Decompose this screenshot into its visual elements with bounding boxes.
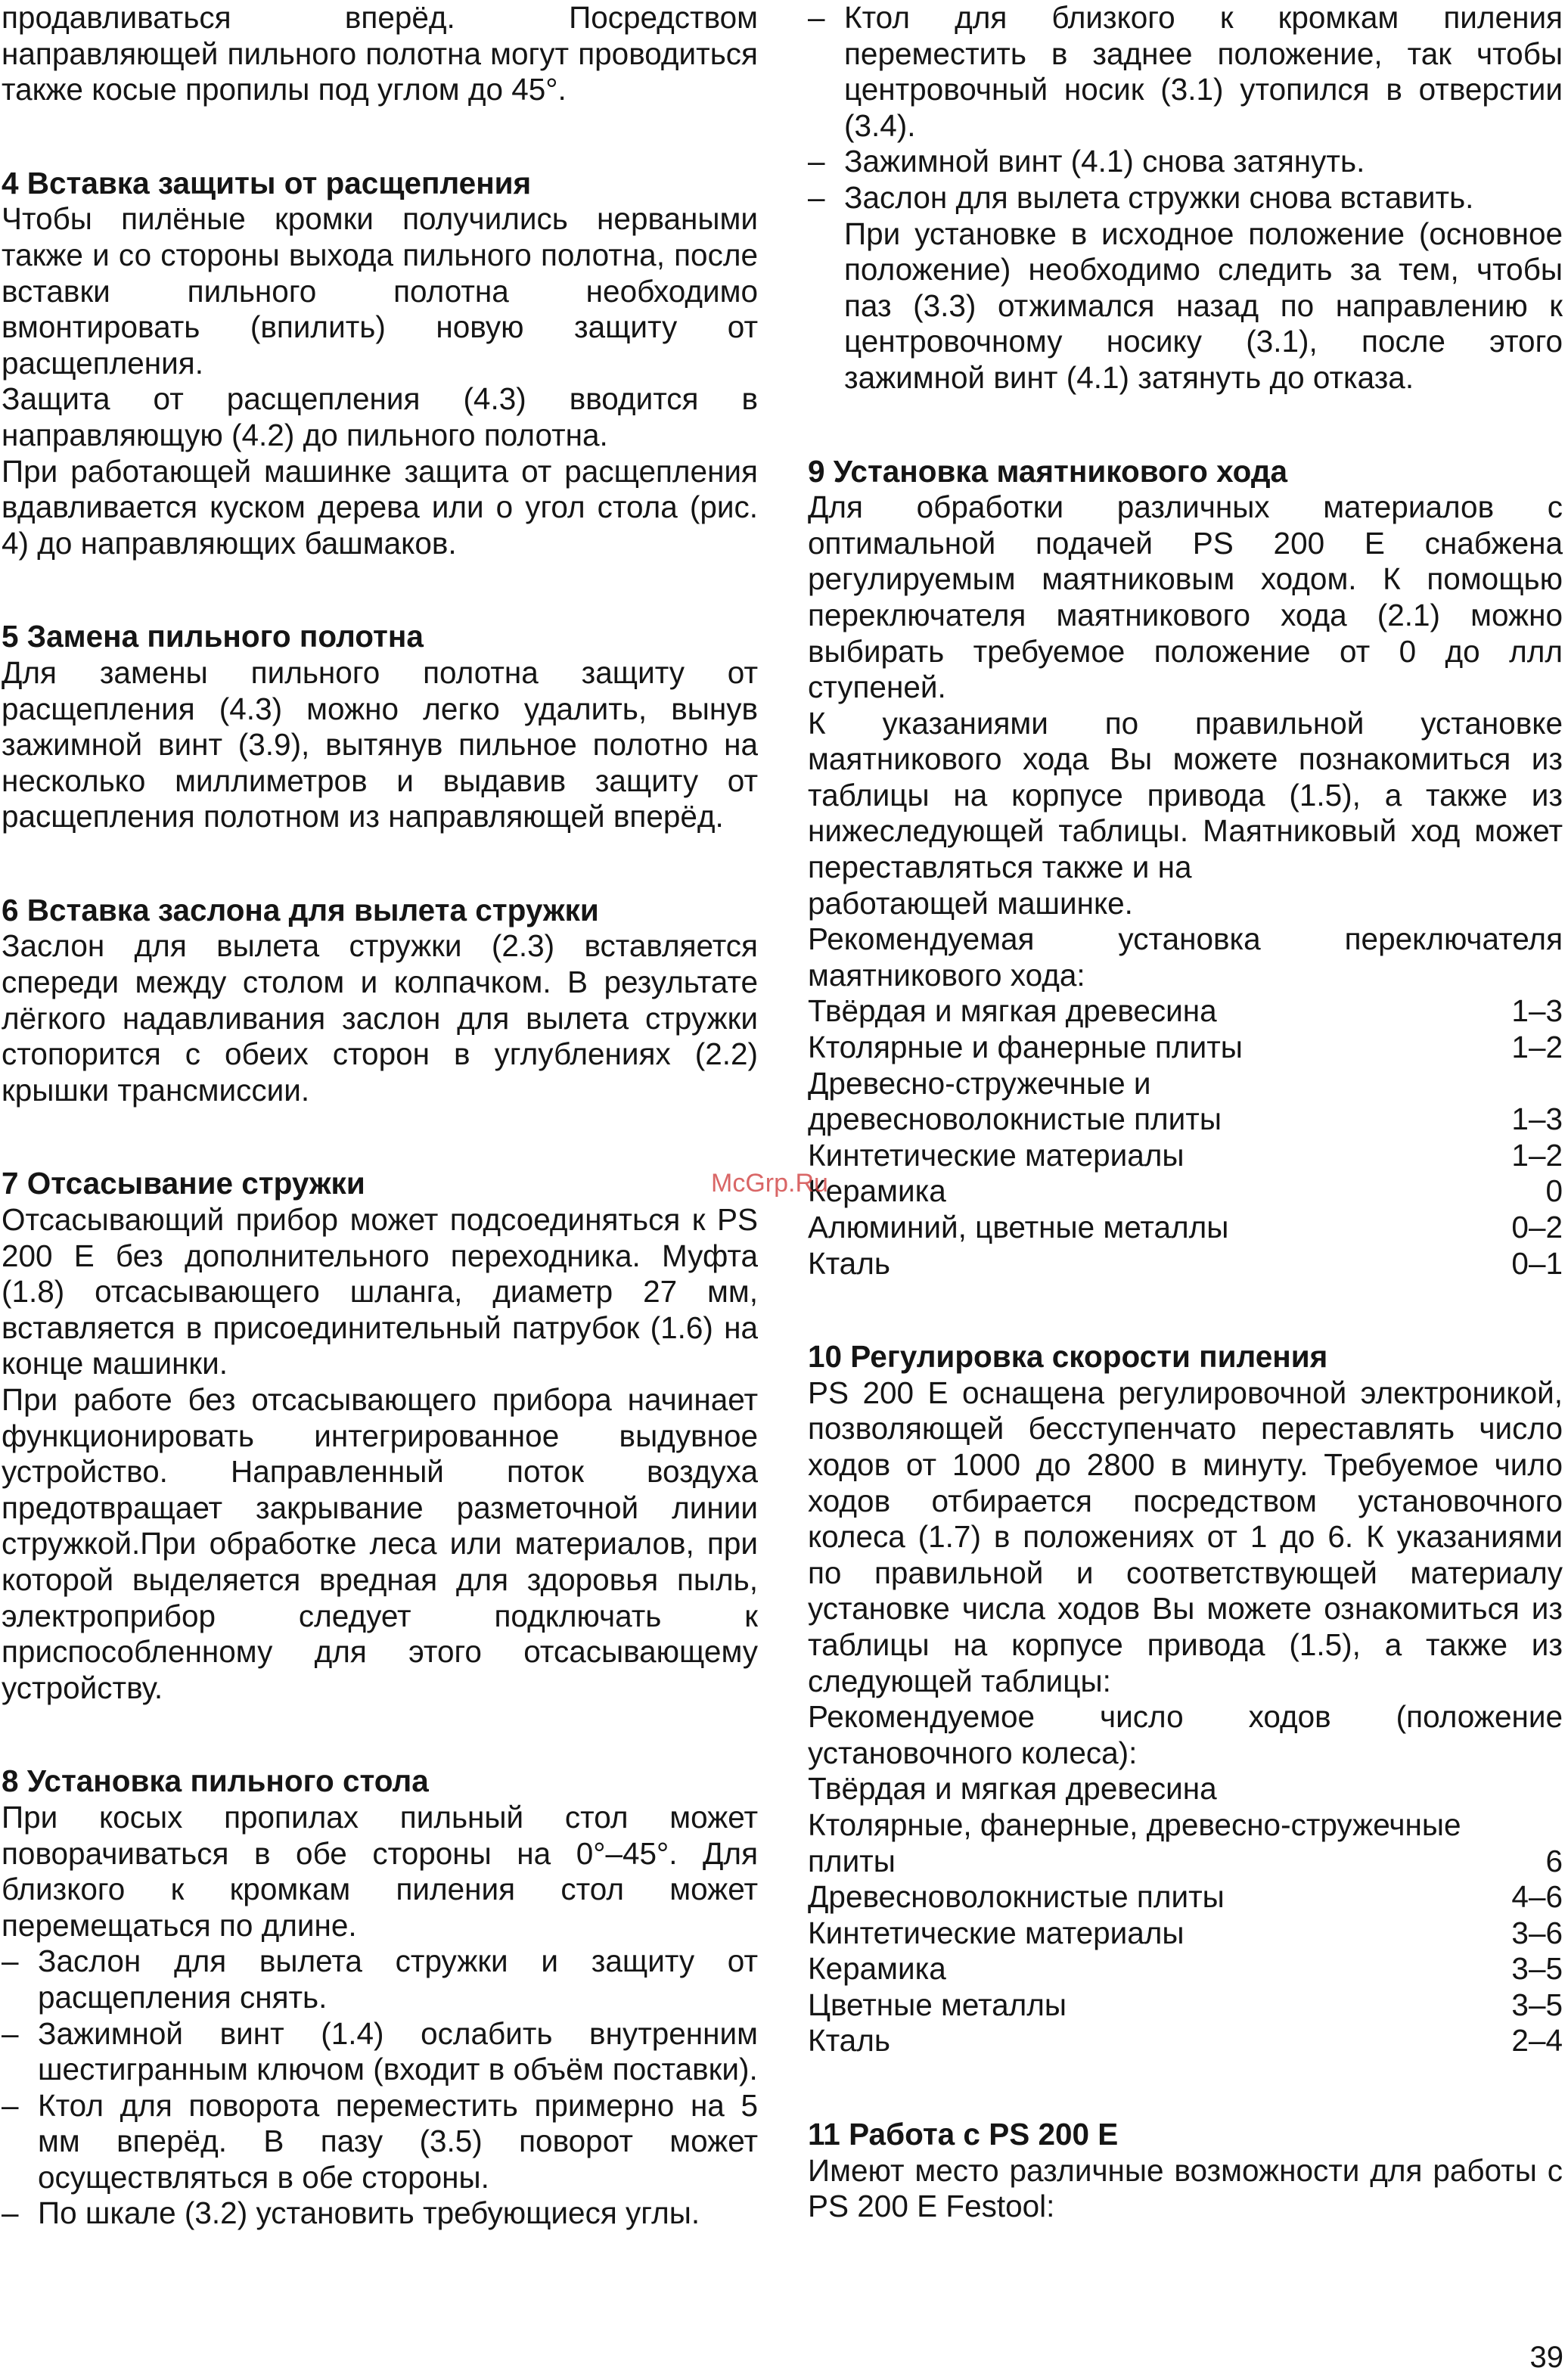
table-value: 0: [1545, 1173, 1563, 1209]
table-row: [808, 1066, 1563, 1102]
table-value: 1–3: [1511, 993, 1563, 1029]
pendulum-table: [808, 993, 1563, 1282]
table-label: Ктолярные и фанерные плиты: [808, 1030, 1243, 1065]
section-10-paragraph: Рекомендуемое число ходов (положение установочного колеса):: [808, 1699, 1563, 1770]
section-6-paragraph: Заслон для вылета стружки (2.3) вставляется спереди между столом и колпачком. В результате лёгкого надавливания заслон для вылета стружки стопорится с обеих сторон в углублениях (2.2) крышки трансмиссии.: [2, 928, 758, 1108]
section-7: [2, 1166, 758, 1706]
table-value: 3–5: [1511, 1951, 1563, 1987]
table-value: 0–2: [1511, 1210, 1563, 1244]
section-11-heading: 11 Работа с PS 200 E: [808, 2117, 1119, 2152]
section-4-paragraph: Защита от расщепления (4.3) вводится в направляющую (4.2) до пильного полотна.: [2, 381, 758, 452]
table-row: [808, 1101, 1563, 1138]
table-label: Твёрдая и мягкая древесина: [808, 1771, 1217, 1807]
list-note: При установке в исходное положение (основное положение) необходимо следить за тем, чтобы паз (3.3) отжимался назад по направлению к центровочному носику (3.1), после этого зажимной винт (4.1) затянуть до отказа.: [844, 216, 1563, 395]
table-row: [808, 993, 1563, 1030]
list-item: – Ктол для поворота переместить примерно на 5 мм вперёд. В пазу (3.5) поворот может осуществляться в обе стороны.: [2, 2088, 758, 2196]
section-10-paragraph: PS 200 E оснащена регулировочной электроникой, позволяющей бесступенчато переставлять число ходов от 1000 до 2800 в минуту. Требуемое чило ходов отбирается посредством установочного колеса (1.7) в положениях от 1 до 6. К указаниями по правильной и соответствующей материалу установке числа ходов Вы можете ознакомиться из таблицы на корпусе привода (1.5), а также из следующей таблицы:: [808, 1375, 1563, 1698]
section-8-continued: [808, 0, 1563, 396]
table-label: Кталь: [808, 1245, 890, 1281]
table-row: [808, 1138, 1563, 1174]
table-row: [808, 1844, 1563, 1880]
section-5-paragraph: Для замены пильного полотна защиту от расщепления (4.3) можно легко удалить, вынув зажимной винт (3.9), вытянув пильное полотно на несколько миллиметров и выдавив защиту от расщепления полотном из направляющей вперёд.: [2, 654, 758, 834]
section-9-paragraph: К указаниями по правильной установке маятникового хода Вы можете познакомиться из таблицы на корпусе привода (1.5), а также из нижеследующей таблицы. Маятниковый ход может переставляться также и на: [808, 705, 1563, 885]
section-8-paragraph: При косых пропилах пильный стол может поворачиваться в обе стороны на 0°–45°. Для близкого к кромкам пиления стол может перемещаться по длине.: [2, 1799, 758, 1943]
section-11: [808, 2117, 1563, 2225]
table-label: Древесно-стружечные и: [808, 1065, 1151, 1101]
table-value: 3–5: [1511, 1987, 1563, 2022]
section-5: [2, 619, 758, 835]
table-label: Древесноволокнистые плиты: [808, 1879, 1225, 1915]
section-4-heading: 4 Вставка защиты от расщепления: [2, 165, 532, 200]
table-row: [808, 1173, 1563, 1210]
table-label: Керамика: [808, 1951, 946, 1987]
watermark: McGrp.Ru: [711, 1169, 828, 1198]
table-label: Кинтетические материалы: [808, 1137, 1185, 1173]
section-9: [808, 454, 1563, 1282]
table-value: 1–2: [1511, 1030, 1563, 1065]
table-row: [808, 1916, 1563, 1952]
table-label: Кинтетические материалы: [808, 1915, 1185, 1950]
section-9-paragraph: Рекомендуемая установка переключателя маятникового хода:: [808, 921, 1563, 993]
table-label: Керамика: [808, 1173, 946, 1209]
list-item: – Зажимной винт (1.4) ослабить внутренним шестигранным ключом (входит в объём поставки).: [2, 2016, 758, 2088]
section-9-paragraph: Для обработки различных материалов с оптимальной подачей PS 200 E снабжена регулируемым маятниковым ходом. К помощью переключателя маятникового хода (2.1) можно выбирать требуемое положение от 0 до ллл ступеней.: [808, 489, 1563, 705]
table-value: 4–6: [1511, 1879, 1563, 1915]
section-4: [2, 166, 758, 562]
section-4-paragraph: При работающей машинке защита от расщепления вдавливается куском дерева или о угол стола (рис. 4) до направляющих башмаков.: [2, 453, 758, 561]
left-column: [2, 0, 758, 2289]
table-label: Твёрдая и мягкая древесина: [808, 993, 1217, 1029]
intro-section: [2, 0, 758, 108]
table-label: Кталь: [808, 2023, 890, 2059]
table-value: 0–1: [1511, 1245, 1563, 1281]
table-label: плиты: [808, 1843, 896, 1878]
table-label: древесноволокнистые плиты: [808, 1101, 1222, 1137]
section-7-heading: 7 Отсасывание стружки: [2, 1166, 365, 1201]
section-10-heading: 10 Регулировка скорости пиления: [808, 1339, 1328, 1375]
list-item: – Ктол для близкого к кромкам пиления переместить в заднее положение, так чтобы центровочный носик (3.1) утопился в отверстии (3.4).: [808, 0, 1563, 144]
table-value: 6: [1545, 1843, 1563, 1878]
section-8-heading: 8 Установка пильного стола: [2, 1763, 429, 1799]
section-10: [808, 1339, 1563, 2059]
section-7-paragraph: Отсасывающий прибор может подсоединяться к PS 200 E без дополнительного переходника. Муфта (1.8) отсасывающего шланга, диаметр 27 мм, вставляется в присоединительный патрубок (1.6) на конце машинки.: [2, 1202, 758, 1381]
list-item: – Зажимной винт (4.1) снова затянуть.: [808, 144, 1563, 180]
page-number: 39: [1529, 2341, 1563, 2374]
right-column: [808, 0, 1563, 2282]
section-6: [2, 893, 758, 1109]
table-row: [808, 2023, 1563, 2059]
list-item: – Заслон для вылета стружки и защиту от расщепления снять.: [2, 1944, 758, 2015]
section-11-paragraph: Имеют место различные возможности для работы с PS 200 E Festool:: [808, 2152, 1563, 2224]
section-8: [2, 1763, 758, 2232]
intro-paragraph: продавливаться вперёд. Посредством направляющей пильного полотна могут проводиться также косые пропилы под углом до 45°.: [2, 0, 758, 107]
speed-table: [808, 1771, 1563, 2059]
table-row: [808, 1807, 1563, 1844]
table-value: 2–4: [1511, 2023, 1563, 2059]
table-row: [808, 1951, 1563, 1987]
section-9-paragraph: работающей машинке.: [808, 885, 1133, 921]
table-row: [808, 1246, 1563, 1282]
table-row: [808, 1210, 1563, 1246]
list-item: – По шкале (3.2) установить требующиеся углы.: [2, 2195, 758, 2232]
table-row: [808, 1030, 1563, 1066]
table-label: Цветные металлы: [808, 1987, 1067, 2022]
section-4-paragraph: Чтобы пилёные кромки получились нерваными также и со стороны выхода пильного полотна, после вставки пильного полотна необходимо вмонтировать (впилить) новую защиту от расщепления.: [2, 201, 758, 381]
section-7-paragraph: При работе без отсасывающего прибора начинает функционировать интегрированное выдувное устройство. Направленный поток воздуха предотвращает закрывание разметочной линии стружкой.При обработке леса или материалов, при которой выделяется вредная для здоровья пыль, электроприбор следует подключать к приспособленному для этого отсасывающему устройству.: [2, 1382, 758, 1705]
list-item: – Заслон для вылета стружки снова вставить.: [808, 180, 1563, 216]
section-6-heading: 6 Вставка заслона для вылета стружки: [2, 892, 599, 927]
table-label: Алюминий, цветные металлы: [808, 1210, 1229, 1244]
table-row: [808, 1987, 1563, 2024]
table-value: 3–6: [1511, 1915, 1563, 1950]
table-label: Ктолярные, фанерные, древесно-стружечные: [808, 1807, 1461, 1842]
table-value: 1–2: [1511, 1137, 1563, 1173]
table-row: [808, 1879, 1563, 1916]
section-5-heading: 5 Замена пильного полотна: [2, 619, 424, 654]
section-9-heading: 9 Установка маятникового хода: [808, 453, 1288, 489]
table-value: 1–3: [1511, 1101, 1563, 1137]
table-row: [808, 1771, 1563, 1807]
